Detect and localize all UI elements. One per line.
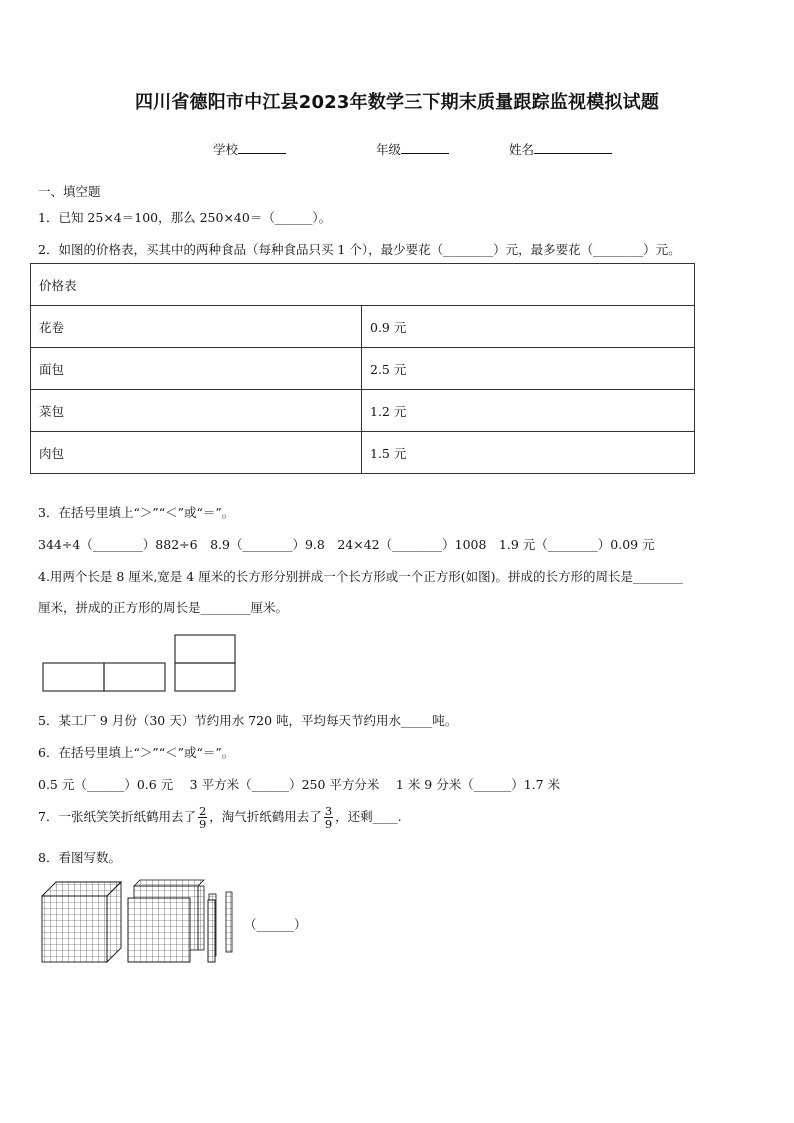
school-field: [213, 140, 286, 158]
ten-rods-icon: [208, 894, 216, 962]
question-6-comparisons: 0.5 元（______）0.6 元 3 平方米（______）250 平方分米 1 米 9 分米（______）1.7 米: [38, 777, 561, 792]
price-cell: 1.5 元: [362, 432, 695, 474]
fraction-two-ninths: [198, 805, 207, 830]
section-heading: 一、填空题: [38, 184, 101, 199]
school-label: 学校: [213, 142, 239, 157]
question-7-part-2: ，淘气折纸鹤用去了: [209, 809, 322, 824]
grade-blank[interactable]: [401, 141, 449, 154]
question-7-part-3: ，还剩____.: [335, 809, 402, 824]
fraction-numerator: 3: [324, 804, 333, 818]
table-header: 价格表: [31, 264, 695, 306]
long-rect-right: [104, 663, 165, 691]
question-4-line-2: 厘米，拼成的正方形的周长是________厘米。: [38, 600, 289, 615]
rectangles-figure: [40, 632, 240, 694]
grade-label: 年级: [376, 142, 402, 157]
base-ten-blocks-figure: [38, 878, 248, 966]
question-5: 5．某工厂 9 月份（30 天）节约用水 720 吨，平均每天节约用水_____吨。: [38, 713, 458, 728]
item-cell: 面包: [31, 348, 362, 390]
price-table: [30, 263, 695, 474]
question-4-line-1: 4.用两个长是 8 厘米,宽是 4 厘米的长方形分别拼成一个长方形或一个正方形(如图)。拼成的长方形的周长是________: [38, 569, 683, 584]
question-1: 1．已知 25×4＝100，那么 250×40＝（______）。: [38, 210, 332, 225]
school-blank[interactable]: [238, 141, 286, 154]
question-8: 8．看图写数。: [38, 850, 121, 865]
item-cell: 肉包: [31, 432, 362, 474]
units-column-icon: [226, 892, 232, 952]
long-rect-left: [43, 663, 104, 691]
table-row: [31, 390, 695, 432]
question-3: 3．在括号里填上“＞”“＜”或“＝”。: [38, 505, 235, 520]
item-cell: 花卷: [31, 306, 362, 348]
table-row: [31, 432, 695, 474]
table-row: [31, 348, 695, 390]
name-label: 姓名: [509, 142, 535, 157]
fraction-numerator: 2: [198, 804, 207, 818]
item-cell: 菜包: [31, 390, 362, 432]
table-header-row: [31, 264, 695, 306]
fraction-denominator: 9: [198, 817, 207, 831]
table-row: [31, 306, 695, 348]
hundred-flats-icon: [128, 880, 204, 962]
page-title: 四川省德阳市中江县2023年数学三下期末质量跟踪监视模拟试题: [134, 92, 660, 113]
question-3-comparisons: 344÷4（________）882÷6 8.9（________）9.8 24×42（________）1008 1.9 元（________）0.09 元: [38, 537, 655, 552]
price-cell: 1.2 元: [362, 390, 695, 432]
grade-field: [376, 140, 449, 158]
question-7: [38, 802, 402, 832]
question-2: 2．如图的价格表，买其中的两种食品（每种食品只买 1 个），最少要花（________）元，最多要花（________）元。: [38, 242, 681, 257]
name-blank[interactable]: [534, 141, 612, 154]
price-cell: 0.9 元: [362, 306, 695, 348]
thousand-cube-icon: [42, 882, 121, 962]
fraction-denominator: 9: [324, 817, 333, 831]
square-rect-top: [175, 635, 235, 663]
price-cell: 2.5 元: [362, 348, 695, 390]
square-rect-bottom: [175, 663, 235, 691]
question-6: 6．在括号里填上“＞”“＜”或“＝”。: [38, 745, 235, 760]
fraction-three-ninths: [324, 805, 333, 830]
question-7-part-1: 7．一张纸笑笑折纸鹤用去了: [38, 809, 196, 824]
name-field: [509, 140, 612, 158]
question-8-answer-blank[interactable]: （______）: [244, 917, 307, 932]
